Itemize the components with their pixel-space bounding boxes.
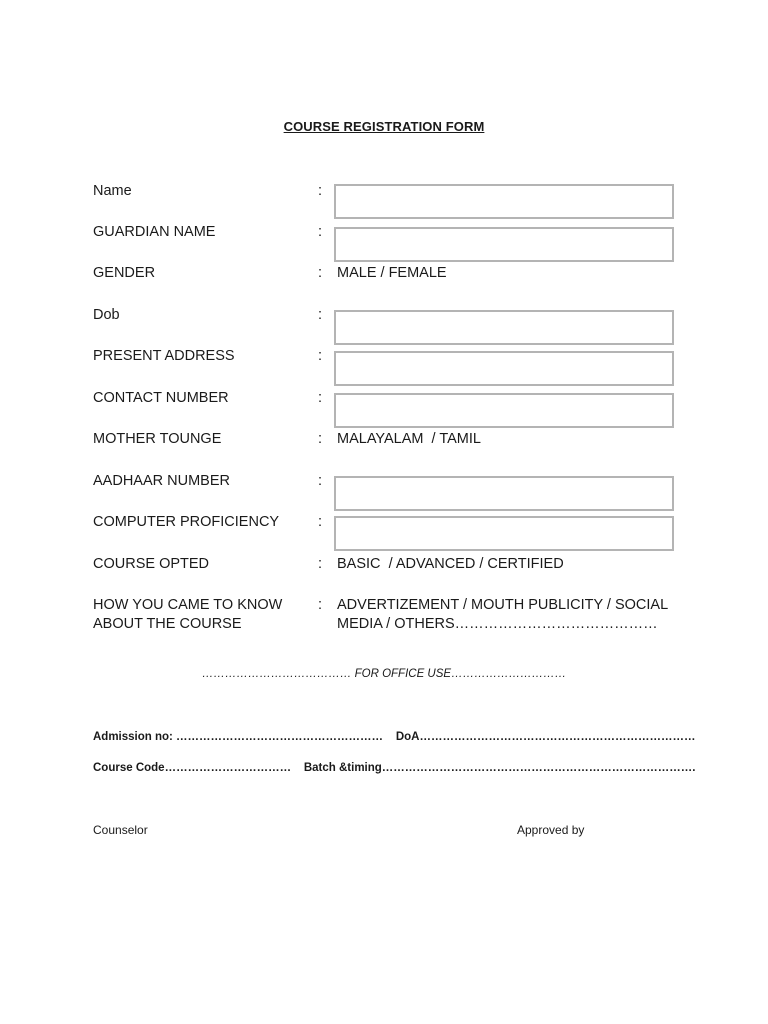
mother-tongue-colon: : [318, 431, 323, 447]
computer-proficiency-colon: : [318, 514, 323, 530]
guardian-name-label: GUARDIAN NAME [93, 224, 216, 240]
contact-number-field[interactable] [334, 393, 674, 428]
counselor-label: Counselor [93, 823, 148, 837]
mother-tongue-options[interactable]: MALAYALAM / TAMIL [337, 431, 481, 447]
dob-label: Dob [93, 307, 120, 323]
contact-number-colon: : [318, 390, 323, 406]
how-you-came-label-line1: HOW YOU CAME TO KNOW [93, 597, 283, 613]
how-you-came-options-line2[interactable]: MEDIA / OTHERS…………………………………… [337, 616, 658, 632]
course-opted-label: COURSE OPTED [93, 556, 210, 572]
present-address-colon: : [318, 348, 323, 364]
mother-tongue-label: MOTHER TOUNGE [93, 431, 222, 447]
approved-by-label: Approved by [517, 823, 585, 837]
admission-doa-line: Admission no: ……………………………………………… DoA……………………………………………………………… [93, 731, 696, 743]
contact-number-label: CONTACT NUMBER [93, 390, 229, 406]
name-label: Name [93, 183, 132, 199]
form-title: COURSE REGISTRATION FORM [283, 119, 485, 134]
course-opted-options[interactable]: BASIC / ADVANCED / CERTIFIED [337, 556, 564, 572]
how-you-came-colon: : [318, 597, 323, 613]
guardian-name-field[interactable] [334, 227, 674, 262]
present-address-field[interactable] [334, 351, 674, 386]
computer-proficiency-label: COMPUTER PROFICIENCY [93, 514, 280, 530]
aadhaar-number-colon: : [318, 473, 323, 489]
gender-options[interactable]: MALE / FEMALE [337, 265, 447, 281]
present-address-label: PRESENT ADDRESS [93, 348, 235, 364]
gender-label: GENDER [93, 265, 156, 281]
name-colon: : [318, 183, 323, 199]
name-field[interactable] [334, 184, 674, 219]
gender-colon: : [318, 265, 323, 281]
course-opted-colon: : [318, 556, 323, 572]
course-code-batch-line: Course Code…………………………… Batch &timing………………………………………………………………………. [93, 762, 696, 774]
dob-colon: : [318, 307, 323, 323]
how-you-came-label-line2: ABOUT THE COURSE [93, 616, 242, 632]
dob-field[interactable] [334, 310, 674, 345]
aadhaar-number-field[interactable] [334, 476, 674, 511]
office-use-heading: ………………………………… FOR OFFICE USE………………………… [201, 668, 567, 680]
computer-proficiency-field[interactable] [334, 516, 674, 551]
how-you-came-options-line1[interactable]: ADVERTIZEMENT / MOUTH PUBLICITY / SOCIAL [337, 597, 669, 613]
guardian-name-colon: : [318, 224, 323, 240]
aadhaar-number-label: AADHAAR NUMBER [93, 473, 230, 489]
